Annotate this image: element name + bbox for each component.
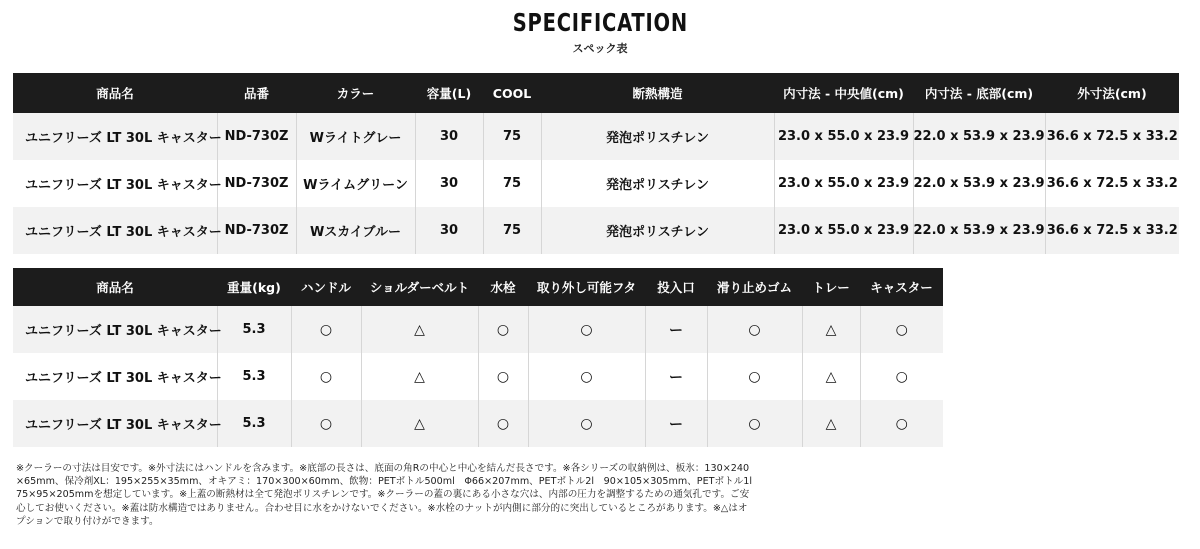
cell-handle: ○ — [291, 400, 361, 447]
cell-insulation: 発泡ポリスチレン — [541, 160, 774, 207]
cell-caster: ○ — [860, 400, 943, 447]
col-header-outer: 外寸法(cm) — [1045, 73, 1179, 113]
cell-color: Wライトグレー — [296, 113, 415, 160]
cell-product-name: ユニフリーズ LT 30L キャスター — [13, 113, 217, 160]
cell-caster: ○ — [860, 306, 943, 353]
col-header-capacity: 容量(L) — [415, 73, 483, 113]
cell-outer: 36.6 x 72.5 x 33.2 — [1045, 160, 1179, 207]
cell-capacity: 30 — [415, 160, 483, 207]
spec-table-dimensions — [13, 73, 1179, 254]
cell-capacity: 30 — [415, 113, 483, 160]
table-row — [13, 113, 1179, 160]
table-header-row — [13, 268, 943, 306]
table-row — [13, 353, 943, 400]
cell-product-name: ユニフリーズ LT 30L キャスター — [13, 306, 217, 353]
cell-model-number: ND-730Z — [217, 160, 296, 207]
cell-shoulder-belt: △ — [361, 306, 478, 353]
page-title: SPECIFICATION — [512, 8, 688, 37]
spec-table-features — [13, 268, 943, 447]
cell-insulation: 発泡ポリスチレン — [541, 113, 774, 160]
cell-inlet: ー — [645, 306, 707, 353]
cell-color: Wライムグリーン — [296, 160, 415, 207]
cell-inlet: ー — [645, 400, 707, 447]
table-row — [13, 400, 943, 447]
cell-model-number: ND-730Z — [217, 113, 296, 160]
cell-product-name: ユニフリーズ LT 30L キャスター — [13, 400, 217, 447]
col-header-drain-plug: 水栓 — [478, 268, 528, 306]
footnotes: ※クーラーの寸法は目安です。※外寸法にはハンドルを含みます。※底部の長さは、底面の角Rの中心と中心を結んだ長さです。※各シリーズの収納例は、板氷：130×240×65mm、保冷剤XL：195×255×35mm、オキアミ：170×300×60mm、飲物：PETボトル500ml Φ66×207mm、PETボトル2l 90×105×305mm、PETボトル1l 75×95×205mmを想定しています。※上蓋の断熱材は全て発泡ポリスチレンです。※クーラーの蓋の裏にある小さな穴は、内部の圧力を調整するための通気孔です。ご安心してお使いください。※蓋は防水構造ではありません。合わせ目に水をかけないでください。※水栓のナットが内側に部分的に突出しているところがあります。※△はオプションで取り付けができます。 — [16, 463, 762, 527]
col-header-insulation: 断熱構造 — [541, 73, 774, 113]
cell-inner-center: 23.0 x 55.0 x 23.9 — [774, 160, 913, 207]
col-header-tray: トレー — [802, 268, 860, 306]
cell-cool: 75 — [483, 160, 541, 207]
cell-shoulder-belt: △ — [361, 400, 478, 447]
cell-tray: △ — [802, 353, 860, 400]
cell-inner-center: 23.0 x 55.0 x 23.9 — [774, 113, 913, 160]
cell-inner-bottom: 22.0 x 53.9 x 23.9 — [913, 160, 1045, 207]
cell-removable-lid: ○ — [528, 353, 645, 400]
col-header-shoulder-belt: ショルダーベルト — [361, 268, 478, 306]
col-header-removable-lid: 取り外し可能フタ — [528, 268, 645, 306]
cell-product-name: ユニフリーズ LT 30L キャスター — [13, 353, 217, 400]
cell-color: Wスカイブルー — [296, 207, 415, 254]
cell-capacity: 30 — [415, 207, 483, 254]
cell-outer: 36.6 x 72.5 x 33.2 — [1045, 207, 1179, 254]
cell-weight: 5.3 — [217, 306, 291, 353]
col-header-product-name: 商品名 — [13, 268, 217, 306]
cell-shoulder-belt: △ — [361, 353, 478, 400]
cell-inner-center: 23.0 x 55.0 x 23.9 — [774, 207, 913, 254]
col-header-cool: COOL — [483, 73, 541, 113]
cell-handle: ○ — [291, 353, 361, 400]
cell-weight: 5.3 — [217, 400, 291, 447]
cell-inlet: ー — [645, 353, 707, 400]
cell-caster: ○ — [860, 353, 943, 400]
cell-anti-slip-rubber: ○ — [707, 400, 802, 447]
cell-drain-plug: ○ — [478, 353, 528, 400]
col-header-weight: 重量(kg) — [217, 268, 291, 306]
cell-tray: △ — [802, 400, 860, 447]
page-header — [0, 6, 1200, 56]
cell-inner-bottom: 22.0 x 53.9 x 23.9 — [913, 113, 1045, 160]
cell-inner-bottom: 22.0 x 53.9 x 23.9 — [913, 207, 1045, 254]
cell-drain-plug: ○ — [478, 306, 528, 353]
cell-outer: 36.6 x 72.5 x 33.2 — [1045, 113, 1179, 160]
col-header-model-number: 品番 — [217, 73, 296, 113]
cell-handle: ○ — [291, 306, 361, 353]
table-header-row — [13, 73, 1179, 113]
cell-cool: 75 — [483, 113, 541, 160]
cell-anti-slip-rubber: ○ — [707, 353, 802, 400]
col-header-inlet: 投入口 — [645, 268, 707, 306]
col-header-inner-center: 内寸法 - 中央値(cm) — [774, 73, 913, 113]
cell-removable-lid: ○ — [528, 400, 645, 447]
col-header-anti-slip-rubber: 滑り止めゴム — [707, 268, 802, 306]
cell-weight: 5.3 — [217, 353, 291, 400]
cell-drain-plug: ○ — [478, 400, 528, 447]
table-row — [13, 160, 1179, 207]
cell-insulation: 発泡ポリスチレン — [541, 207, 774, 254]
cell-cool: 75 — [483, 207, 541, 254]
col-header-handle: ハンドル — [291, 268, 361, 306]
table-row — [13, 207, 1179, 254]
cell-product-name: ユニフリーズ LT 30L キャスター — [13, 207, 217, 254]
col-header-caster: キャスター — [860, 268, 943, 306]
col-header-inner-bottom: 内寸法 - 底部(cm) — [913, 73, 1045, 113]
col-header-product-name: 商品名 — [13, 73, 217, 113]
cell-anti-slip-rubber: ○ — [707, 306, 802, 353]
cell-model-number: ND-730Z — [217, 207, 296, 254]
table-row — [13, 306, 943, 353]
cell-removable-lid: ○ — [528, 306, 645, 353]
col-header-color: カラー — [296, 73, 415, 113]
cell-tray: △ — [802, 306, 860, 353]
cell-product-name: ユニフリーズ LT 30L キャスター — [13, 160, 217, 207]
page-subtitle: スペック表 — [572, 42, 628, 55]
